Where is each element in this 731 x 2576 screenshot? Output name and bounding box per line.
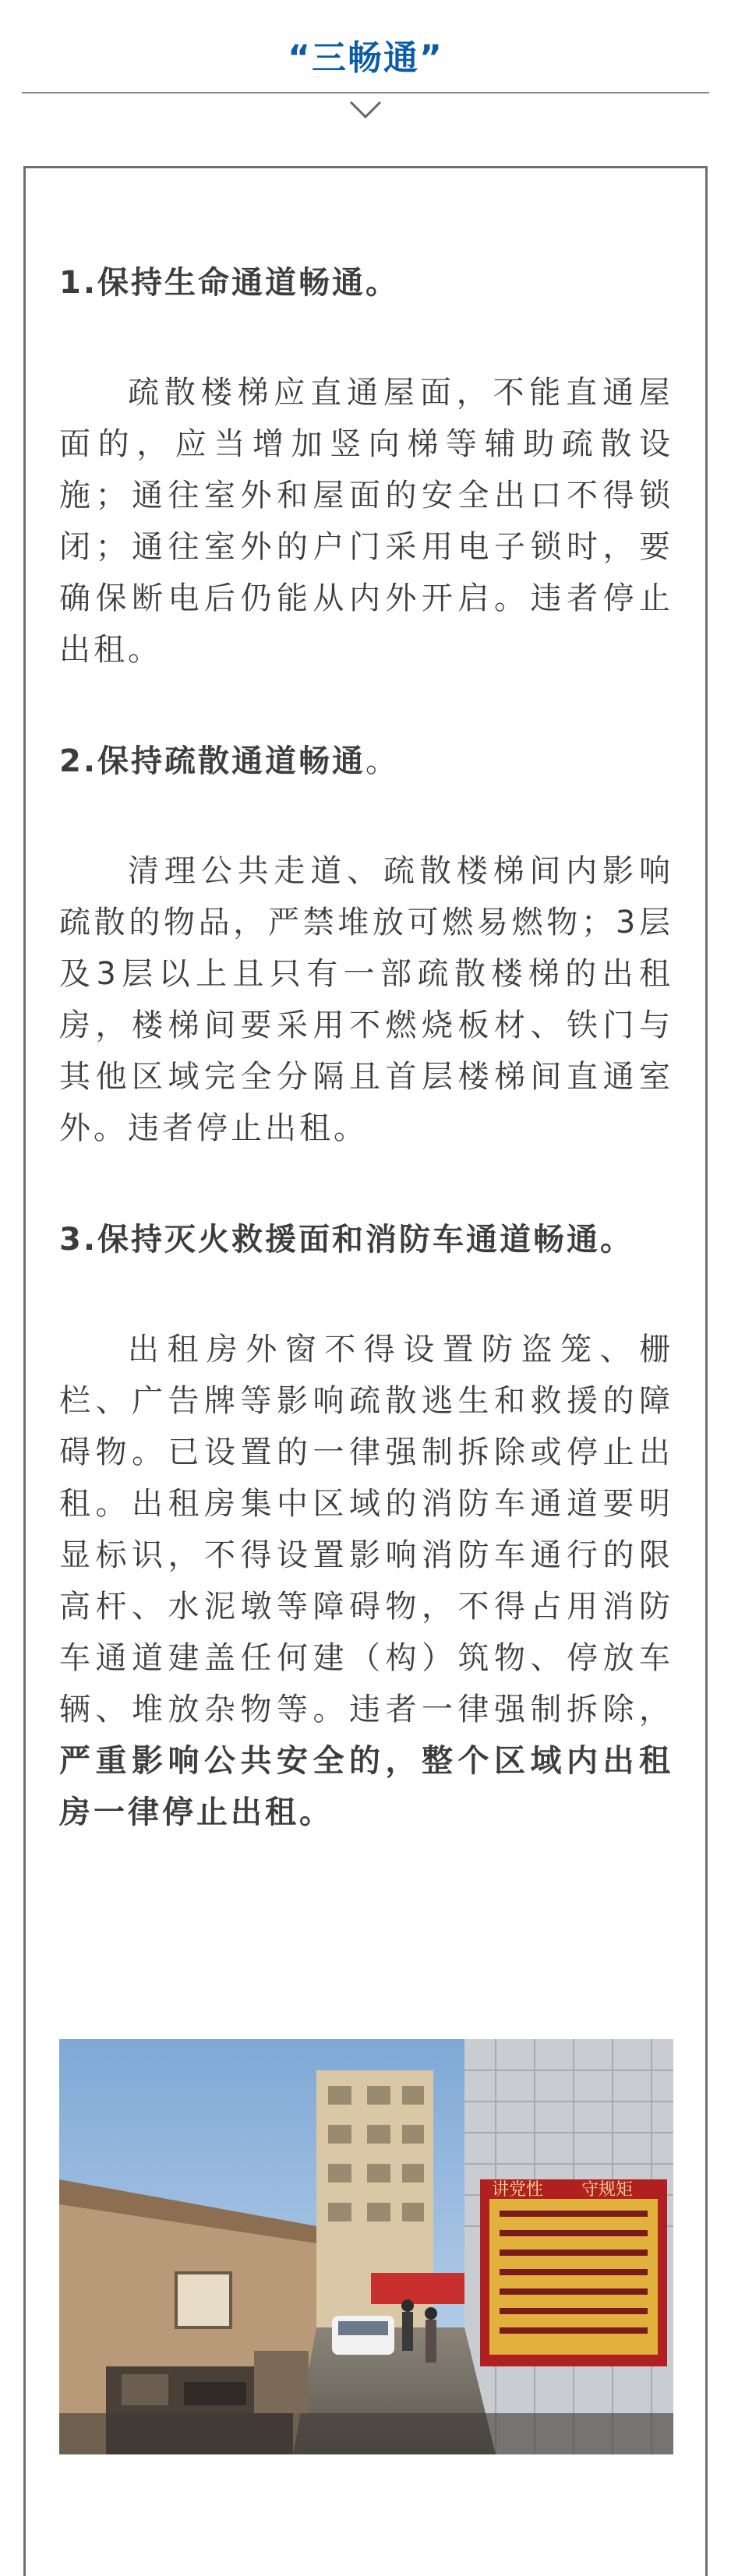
section-paragraph-1: 疏散楼梯应直通屋面，不能直通屋面的，应当增加竖向梯等辅助疏散设施；通往室外和屋面的安全出口不得锁闭；通往室外的户门采用电子锁时，要确保断电后仍能从内外开启。违者停止出租。: [59, 375, 673, 668]
section-heading-3: 3.保持灭火救援面和消防车通道畅通。: [59, 1222, 634, 1258]
sign-text-left: 讲党性: [492, 2180, 544, 2200]
header-divider: [22, 92, 709, 94]
page-title: “三畅通”: [288, 38, 443, 78]
chevron-down-icon: [348, 100, 383, 120]
sign-text-right: 守规矩: [581, 2180, 634, 2200]
section-heading-1: 1.保持生命通道畅通。: [59, 265, 400, 301]
section-heading-2: 2.保持疏散通道畅通。: [59, 743, 400, 779]
page-header: [0, 0, 731, 132]
section-paragraph-3: 出租房外窗不得设置防盗笼、栅栏、广告牌等影响疏散逃生和救援的障碍物。已设置的一律强制拆除或停止出租。出租房集中区域的消防车通道要明显标识，不得设置影响消防车通行的限高杆、水泥墩等障碍物，不得占用消防车通道建盖任何建（构）筑物、停放车辆、堆放杂物等。违者一律强制拆除，严重影响公共安全的，整个区域内出租房一律停止出租。: [59, 1332, 673, 1830]
street-photo-illustration: [59, 2039, 673, 2454]
street-photo: [59, 2039, 673, 2454]
section-paragraph-2: 清理公共走道、疏散楼梯间内影响疏散的物品，严禁堆放可燃易燃物；3层及3层以上且只有一部疏散楼梯的出租房，楼梯间要采用不燃烧板材、铁门与其他区域完全分隔且首层楼梯间直通室外。违者停止出租。: [59, 853, 673, 1146]
article-body: [59, 257, 673, 1838]
